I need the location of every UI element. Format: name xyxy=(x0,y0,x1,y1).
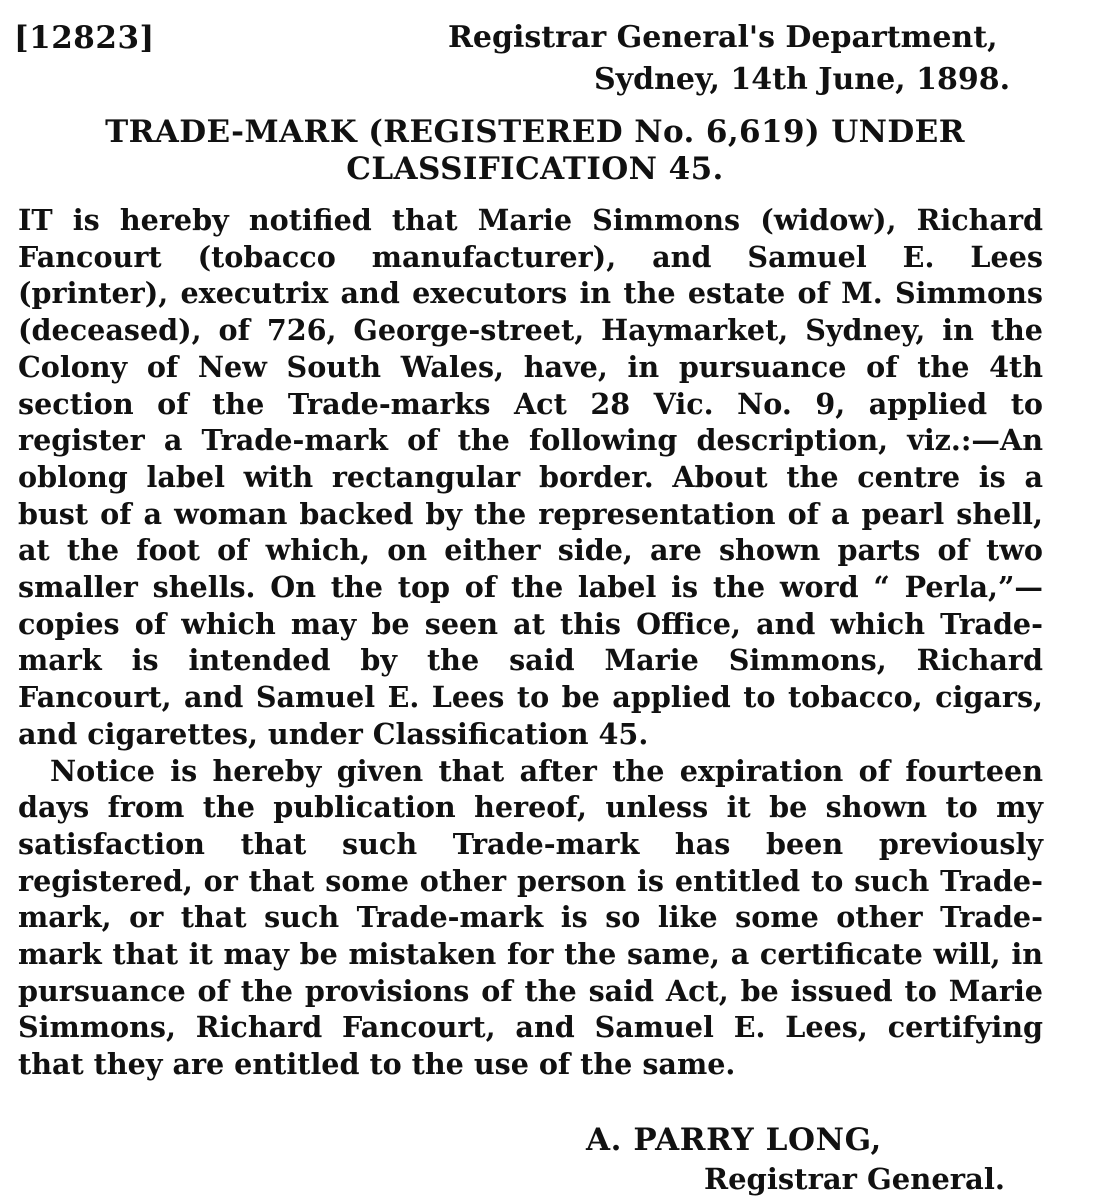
department-name: Registrar General's Department, xyxy=(448,20,998,55)
notice-body xyxy=(18,202,1043,1083)
signatory-name: A. PARRY LONG, xyxy=(586,1122,882,1158)
notice-reference-number: [12823] xyxy=(14,20,155,56)
notice-date: Sydney, 14th June, 1898. xyxy=(594,62,1011,97)
signatory-title: Registrar General. xyxy=(704,1162,1005,1196)
notice-heading: TRADE-MARK (REGISTERED No. 6,619) UNDER CLASSIFICATION 45. xyxy=(105,114,965,187)
body-paragraph-1: IT is hereby notified that Marie Simmons (widow), Richard Fancourt (tobacco manufacturer), and Samuel E. Lees (printer), executrix and executors in the estate of M. Simmons (deceased), of 726, George-street, Haymarket, Sydney, in the Colony of New South Wales, have, in pursuance of the 4th section of the Trade-marks Act 28 Vic. No. 9, applied to register a Trade-mark of the following description, viz.:—An oblong label with rectangular border. About the centre is a bust of a woman backed by the representation of a pearl shell, at the foot of which, on either side, are shown parts of two smaller shells. On the top of the label is the word “ Perla,”—copies of which may be seen at this Office, and which Trade-mark is intended by the said Marie Simmons, Richard Fancourt, and Samuel E. Lees to be applied to tobacco, cigars, and cigarettes, under Classification 45. xyxy=(18,203,1043,751)
body-paragraph-2: Notice is hereby given that after the expiration of fourteen days from the publication hereof, unless it be shown to my satisfaction that such Trade-mark has been previously registered, or that some other person is entitled to such Trade-mark, or that such Trade-mark is so like some other Trade-mark that it may be mistaken for the same, a certificate will, in pursuance of the provisions of the said Act, be issued to Marie Simmons, Richard Fancourt, and Samuel E. Lees, certifying that they are entitled to the use of the same. xyxy=(18,753,1043,1082)
